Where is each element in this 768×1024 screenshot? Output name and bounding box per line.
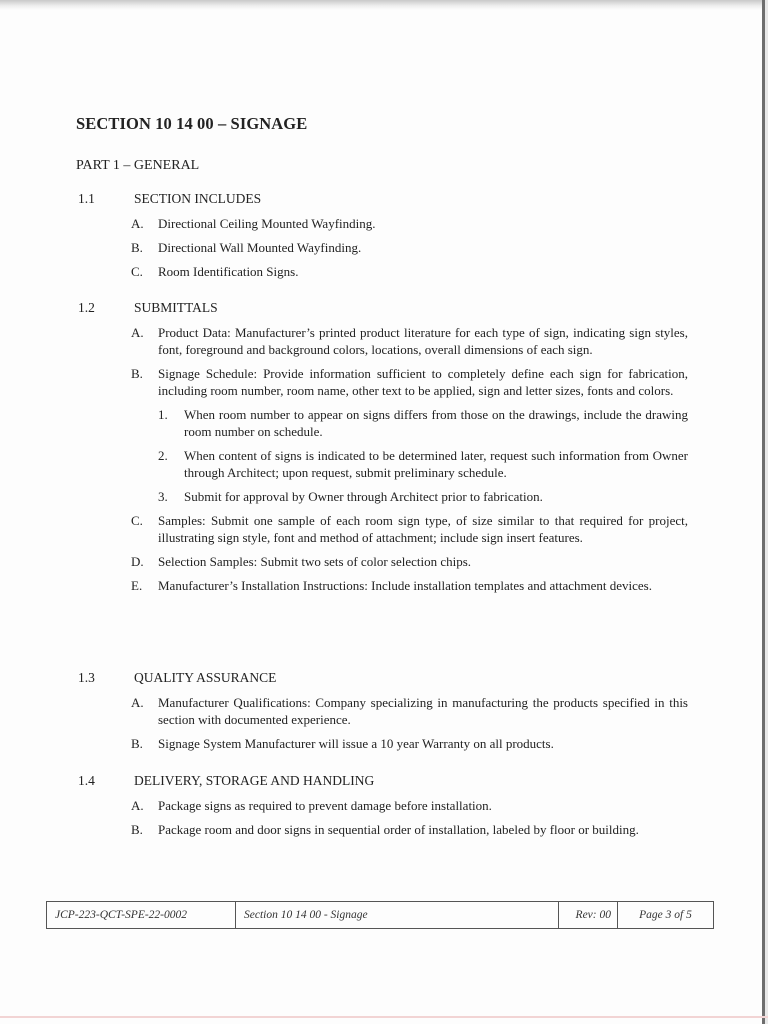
- list-item: [131, 263, 688, 280]
- section-heading: SECTION INCLUDES: [134, 191, 262, 206]
- section-1-2: [78, 300, 688, 601]
- list-item: [131, 512, 688, 546]
- section-heading: DELIVERY, STORAGE AND HANDLING: [134, 773, 375, 788]
- section-number: 1.3: [78, 670, 95, 685]
- list-item: [131, 215, 688, 232]
- item-letter: B.: [131, 736, 143, 751]
- section-title: SECTION 10 14 00 – SIGNAGE: [76, 114, 308, 133]
- section-number: 1.1: [78, 191, 95, 206]
- sub-list-item: [158, 406, 688, 440]
- item-letter: D.: [131, 554, 144, 569]
- sub-item-number: 2.: [158, 448, 168, 463]
- item-letter: E.: [131, 578, 143, 593]
- footer-doc-number: JCP-223-QCT-SPE-22-0002: [47, 902, 236, 928]
- sub-list-item: [158, 447, 688, 481]
- sub-item-number: 1.: [158, 407, 168, 422]
- list-item: [131, 324, 688, 358]
- list-item: [131, 735, 688, 752]
- section-heading: SUBMITTALS: [134, 300, 218, 315]
- item-letter: B.: [131, 366, 143, 381]
- item-text: Package room and door signs in sequential order of installation, labeled by floor or building.: [158, 822, 639, 837]
- item-letter: A.: [131, 325, 144, 340]
- section-1-1: [78, 191, 688, 287]
- item-letter: A.: [131, 798, 144, 813]
- section-number: 1.4: [78, 773, 95, 788]
- section-1-4: [78, 773, 688, 845]
- item-letter: A.: [131, 216, 144, 231]
- item-text: Signage System Manufacturer will issue a 10 year Warranty on all products.: [158, 736, 554, 751]
- item-letter: C.: [131, 513, 143, 528]
- list-item: [131, 821, 688, 838]
- sub-item-number: 3.: [158, 489, 168, 504]
- item-letter: C.: [131, 264, 143, 279]
- footer-revision: Rev: 00: [559, 902, 618, 928]
- list-item: [131, 694, 688, 728]
- item-text: Package signs as required to prevent damage before installation.: [158, 798, 492, 813]
- item-text: Directional Ceiling Mounted Wayfinding.: [158, 216, 376, 231]
- sub-item-text: When content of signs is indicated to be determined later, request such information from Owner through Architect; upon request, submit preliminary schedule.: [184, 448, 688, 480]
- item-text: Selection Samples: Submit two sets of color selection chips.: [158, 554, 472, 569]
- list-item: [131, 797, 688, 814]
- sub-item-text: When room number to appear on signs differs from those on the drawings, include the drawing room number on schedule.: [184, 407, 688, 439]
- section-1-3: [78, 670, 688, 759]
- item-text: Signage Schedule: Provide information sufficient to completely define each sign for fabrication, including room number, room name, other text to be applied, sign and letter sizes, fonts and colors.: [158, 366, 688, 398]
- item-text: Product Data: Manufacturer’s printed product literature for each type of sign, indicating sign styles, font, foreground and background colors, locations, overall dimensions of each sign.: [158, 325, 688, 357]
- item-text: Manufacturer’s Installation Instructions: Include installation templates and attachment devices.: [158, 578, 652, 593]
- list-item: [131, 365, 688, 399]
- scan-bottom-edge: [0, 1016, 768, 1018]
- section-heading: QUALITY ASSURANCE: [134, 670, 277, 685]
- scan-top-edge: [0, 0, 768, 10]
- footer-section: Section 10 14 00 - Signage: [236, 902, 559, 928]
- item-letter: B.: [131, 822, 143, 837]
- sub-list-item: [158, 488, 688, 505]
- sub-item-text: Submit for approval by Owner through Architect prior to fabrication.: [184, 489, 543, 504]
- item-text: Room Identification Signs.: [158, 264, 299, 279]
- document-footer: [46, 901, 714, 929]
- list-item: [131, 239, 688, 256]
- item-letter: A.: [131, 695, 144, 710]
- list-item: [131, 577, 688, 594]
- list-item: [131, 553, 688, 570]
- item-text: Samples: Submit one sample of each room sign type, of size similar to that required for project, illustrating sign style, font and method of attachment; include sign insert features.: [158, 513, 688, 545]
- part-heading: PART 1 – GENERAL: [76, 158, 200, 173]
- item-text: Manufacturer Qualifications: Company specializing in manufacturing the products specified in this section with documented experience.: [158, 695, 688, 727]
- item-letter: B.: [131, 240, 143, 255]
- section-number: 1.2: [78, 300, 95, 315]
- footer-page-number: Page 3 of 5: [639, 909, 692, 921]
- item-text: Directional Wall Mounted Wayfinding.: [158, 240, 362, 255]
